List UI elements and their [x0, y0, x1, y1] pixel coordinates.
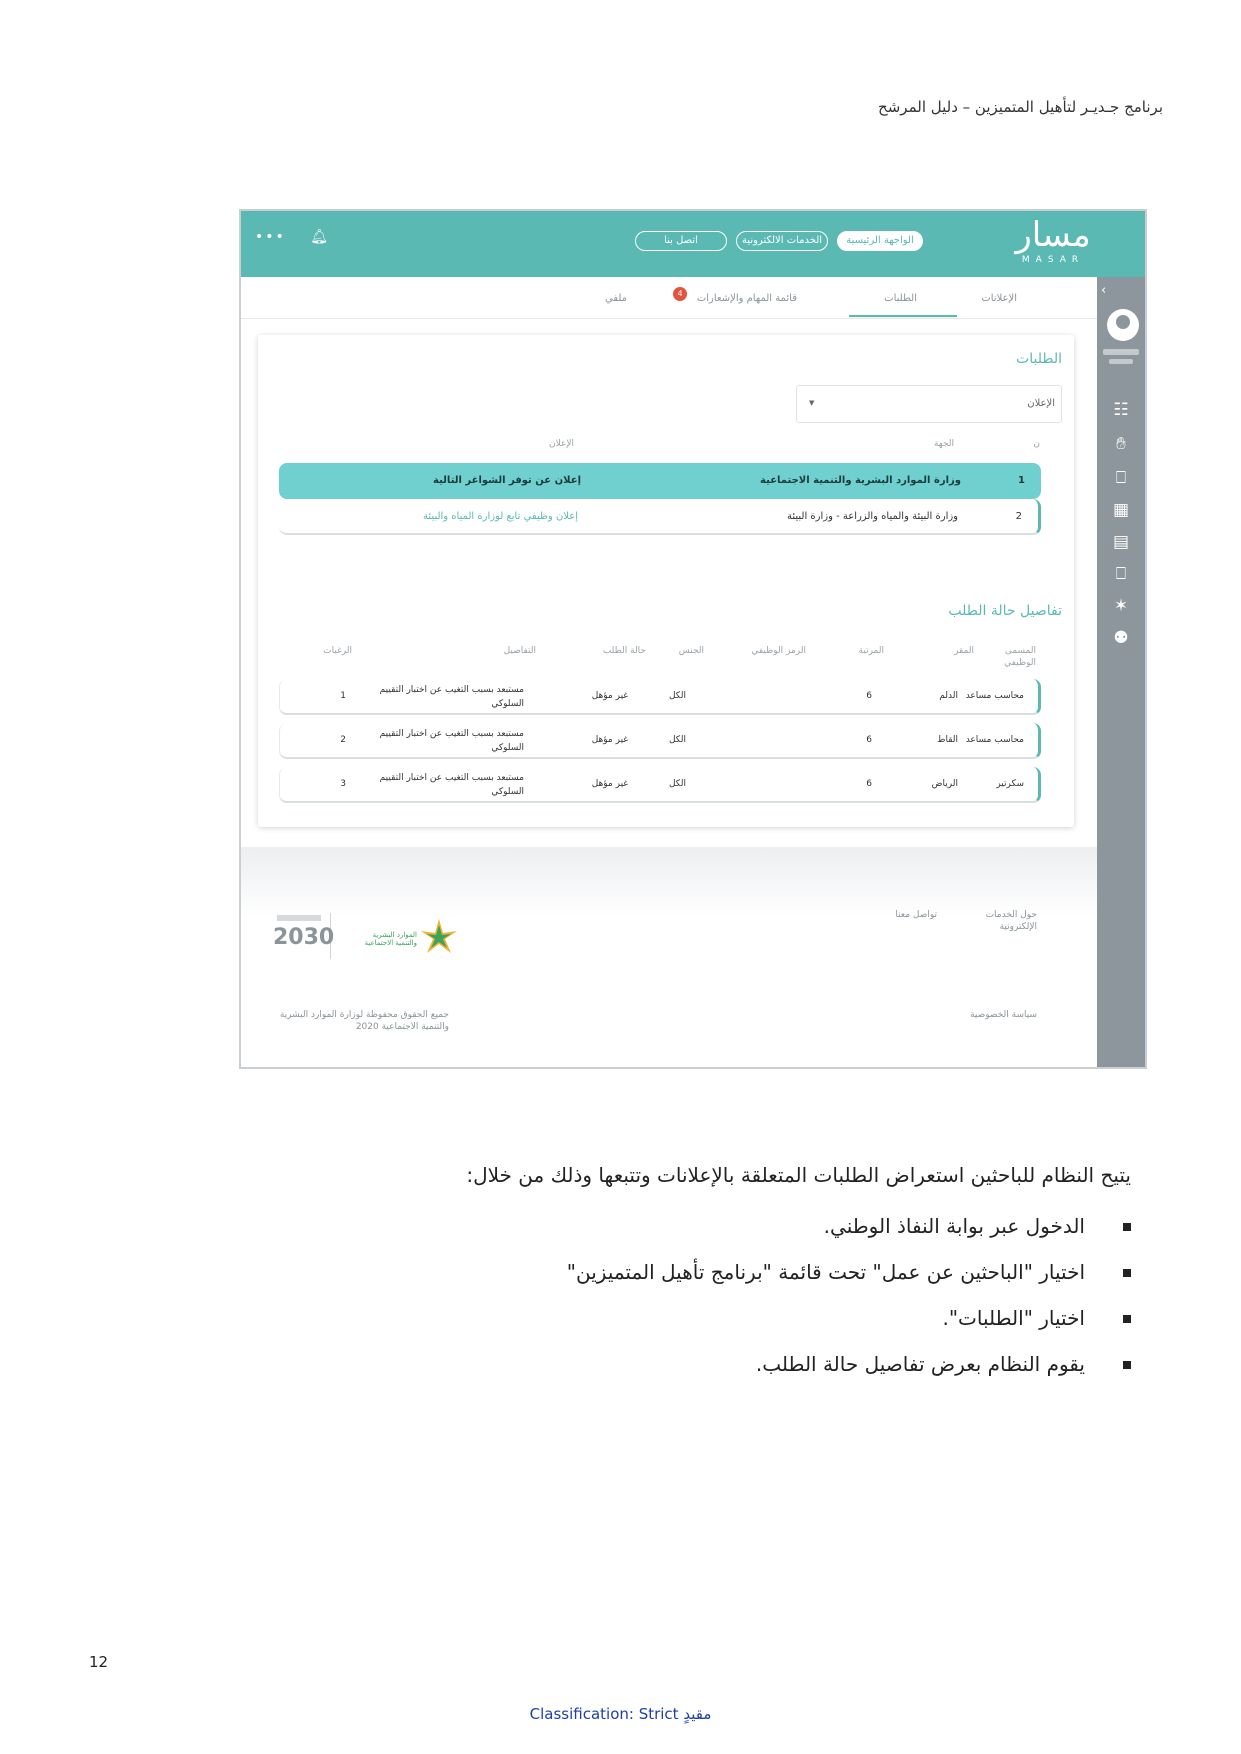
- tab-ads[interactable]: الإعلانات: [981, 293, 1017, 304]
- forms-icon[interactable]: ▤: [1112, 532, 1130, 552]
- det-header-gender: الجنس: [678, 646, 704, 656]
- nav-contact[interactable]: اتصل بنا: [635, 231, 727, 251]
- presentation-icon[interactable]: ⎕: [1115, 564, 1127, 584]
- vision-2030-logo: 2030: [271, 913, 331, 959]
- classification-label: Classification: Strict مقيدٍ: [529, 1705, 712, 1723]
- table-row[interactable]: 2 وزارة البيئة والمياه والزراعة - وزارة البيئة إعلان وظيفي تابع لوزارة المياه والبيئة: [279, 499, 1041, 535]
- user-role-placeholder: [1109, 359, 1133, 364]
- square-bullet-icon: [1123, 1361, 1131, 1369]
- col-header-entity: الجهة: [933, 439, 954, 449]
- grid-icon[interactable]: ▦: [1112, 500, 1130, 520]
- col-header-num: ن: [1033, 439, 1040, 449]
- det-header-code: الرمز الوظيفي: [751, 646, 806, 656]
- list-item: الدخول عبر بوابة النفاذ الوطني.: [231, 1214, 1131, 1260]
- footer-privacy-link[interactable]: سياسة الخصوصية: [970, 1010, 1037, 1020]
- notification-badge: 4: [673, 287, 687, 301]
- col-header-ad: الإعلان: [549, 439, 574, 449]
- requests-card: [258, 335, 1074, 827]
- list-item: اختيار "الطلبات".: [231, 1306, 1131, 1352]
- details-row[interactable]: محاسب مساعد القاط 6 الكل غير مؤهل مستبعد بسبب التغيب عن اختبار التقييم السلوكي 2: [279, 723, 1041, 759]
- det-header-city: المقر: [954, 646, 974, 656]
- chevron-left-icon[interactable]: ‹: [1101, 283, 1107, 298]
- active-tab-indicator: [849, 315, 957, 317]
- tab-bar: [241, 277, 1097, 319]
- tab-requests[interactable]: الطلبات: [884, 293, 917, 304]
- nav-eservices[interactable]: الخدمات الالكترونية: [736, 231, 828, 251]
- tab-tasks[interactable]: قائمة المهام والإشعارات: [696, 293, 797, 304]
- masar-logo[interactable]: مسار MASAR: [1015, 215, 1091, 265]
- details-row[interactable]: محاسب مساعد الدلم 6 الكل غير مؤهل مستبعد بسبب التغيب عن اختبار التقييم السلوكي 1: [279, 679, 1041, 715]
- det-header-title: المسمى الوظيفي: [1004, 646, 1036, 668]
- square-bullet-icon: [1123, 1269, 1131, 1277]
- ad-select[interactable]: الإعلان ▼: [796, 385, 1062, 423]
- ministry-logo: الموارد البشرية والتنمية الاجتماعية: [351, 917, 461, 957]
- details-title: تفاصيل حالة الطلب: [948, 603, 1062, 619]
- det-header-rank: المرتبة: [858, 646, 884, 656]
- page-number: 12: [89, 1653, 109, 1671]
- bell-icon[interactable]: 🔔︎: [310, 229, 331, 245]
- footer-about-link[interactable]: حول الخدمات الإلكترونية: [985, 910, 1037, 932]
- copyright-text: جميع الحقوق محفوظة لوزارة الموارد البشرية والتنمية الاجتماعية 2020: [279, 1010, 449, 1032]
- nav-home[interactable]: الواجهة الرئيسية: [837, 231, 923, 251]
- monitor-icon[interactable]: ⎕: [1115, 468, 1127, 488]
- requests-title: الطلبات: [1016, 351, 1062, 367]
- award-icon[interactable]: ✶: [1113, 596, 1129, 616]
- document-header: برنامج جـديـر لتأهيل المتميزين – دليل المرشح: [878, 98, 1163, 116]
- top-bar: [241, 211, 1145, 277]
- tab-profile[interactable]: ملفي: [604, 293, 627, 304]
- documents-icon[interactable]: ☷: [1113, 400, 1129, 420]
- team-icon[interactable]: ⚉: [1113, 628, 1129, 648]
- avatar[interactable]: [1107, 309, 1139, 341]
- footer-contact-link[interactable]: تواصل معنا: [895, 910, 937, 920]
- square-bullet-icon: [1123, 1315, 1131, 1323]
- more-icon[interactable]: •••: [255, 229, 286, 245]
- table-row[interactable]: 1 وزارة الموارد البشرية والتنمية الاجتماعية إعلان عن توفر الشواغر التالية: [279, 463, 1041, 499]
- hand-icon[interactable]: ✋︎: [1116, 434, 1126, 454]
- square-bullet-icon: [1123, 1223, 1131, 1231]
- sidebar: [1097, 277, 1145, 1067]
- site-footer: [241, 847, 1097, 1067]
- list-item: يقوم النظام بعرض تفاصيل حالة الطلب.: [231, 1352, 1131, 1398]
- steps-list: [231, 1214, 1131, 1398]
- det-header-prefs: الرغبات: [323, 646, 352, 656]
- masar-screenshot: [239, 209, 1147, 1069]
- details-row[interactable]: سكرتير الرياض 6 الكل غير مؤهل مستبعد بسبب التغيب عن اختبار التقييم السلوكي 3: [279, 767, 1041, 803]
- caret-down-icon: ▼: [809, 399, 815, 407]
- user-name-placeholder: [1103, 349, 1139, 355]
- intro-paragraph: يتيح النظام للباحثين استعراض الطلبات المتعلقة بالإعلانات وتتبعها وذلك من خلال:: [466, 1163, 1131, 1187]
- det-header-details: التفاصيل: [503, 646, 536, 656]
- list-item: اختيار "الباحثين عن عمل" تحت قائمة "برنامج تأهيل المتميزين": [231, 1260, 1131, 1306]
- det-header-status: حالة الطلب: [602, 646, 646, 656]
